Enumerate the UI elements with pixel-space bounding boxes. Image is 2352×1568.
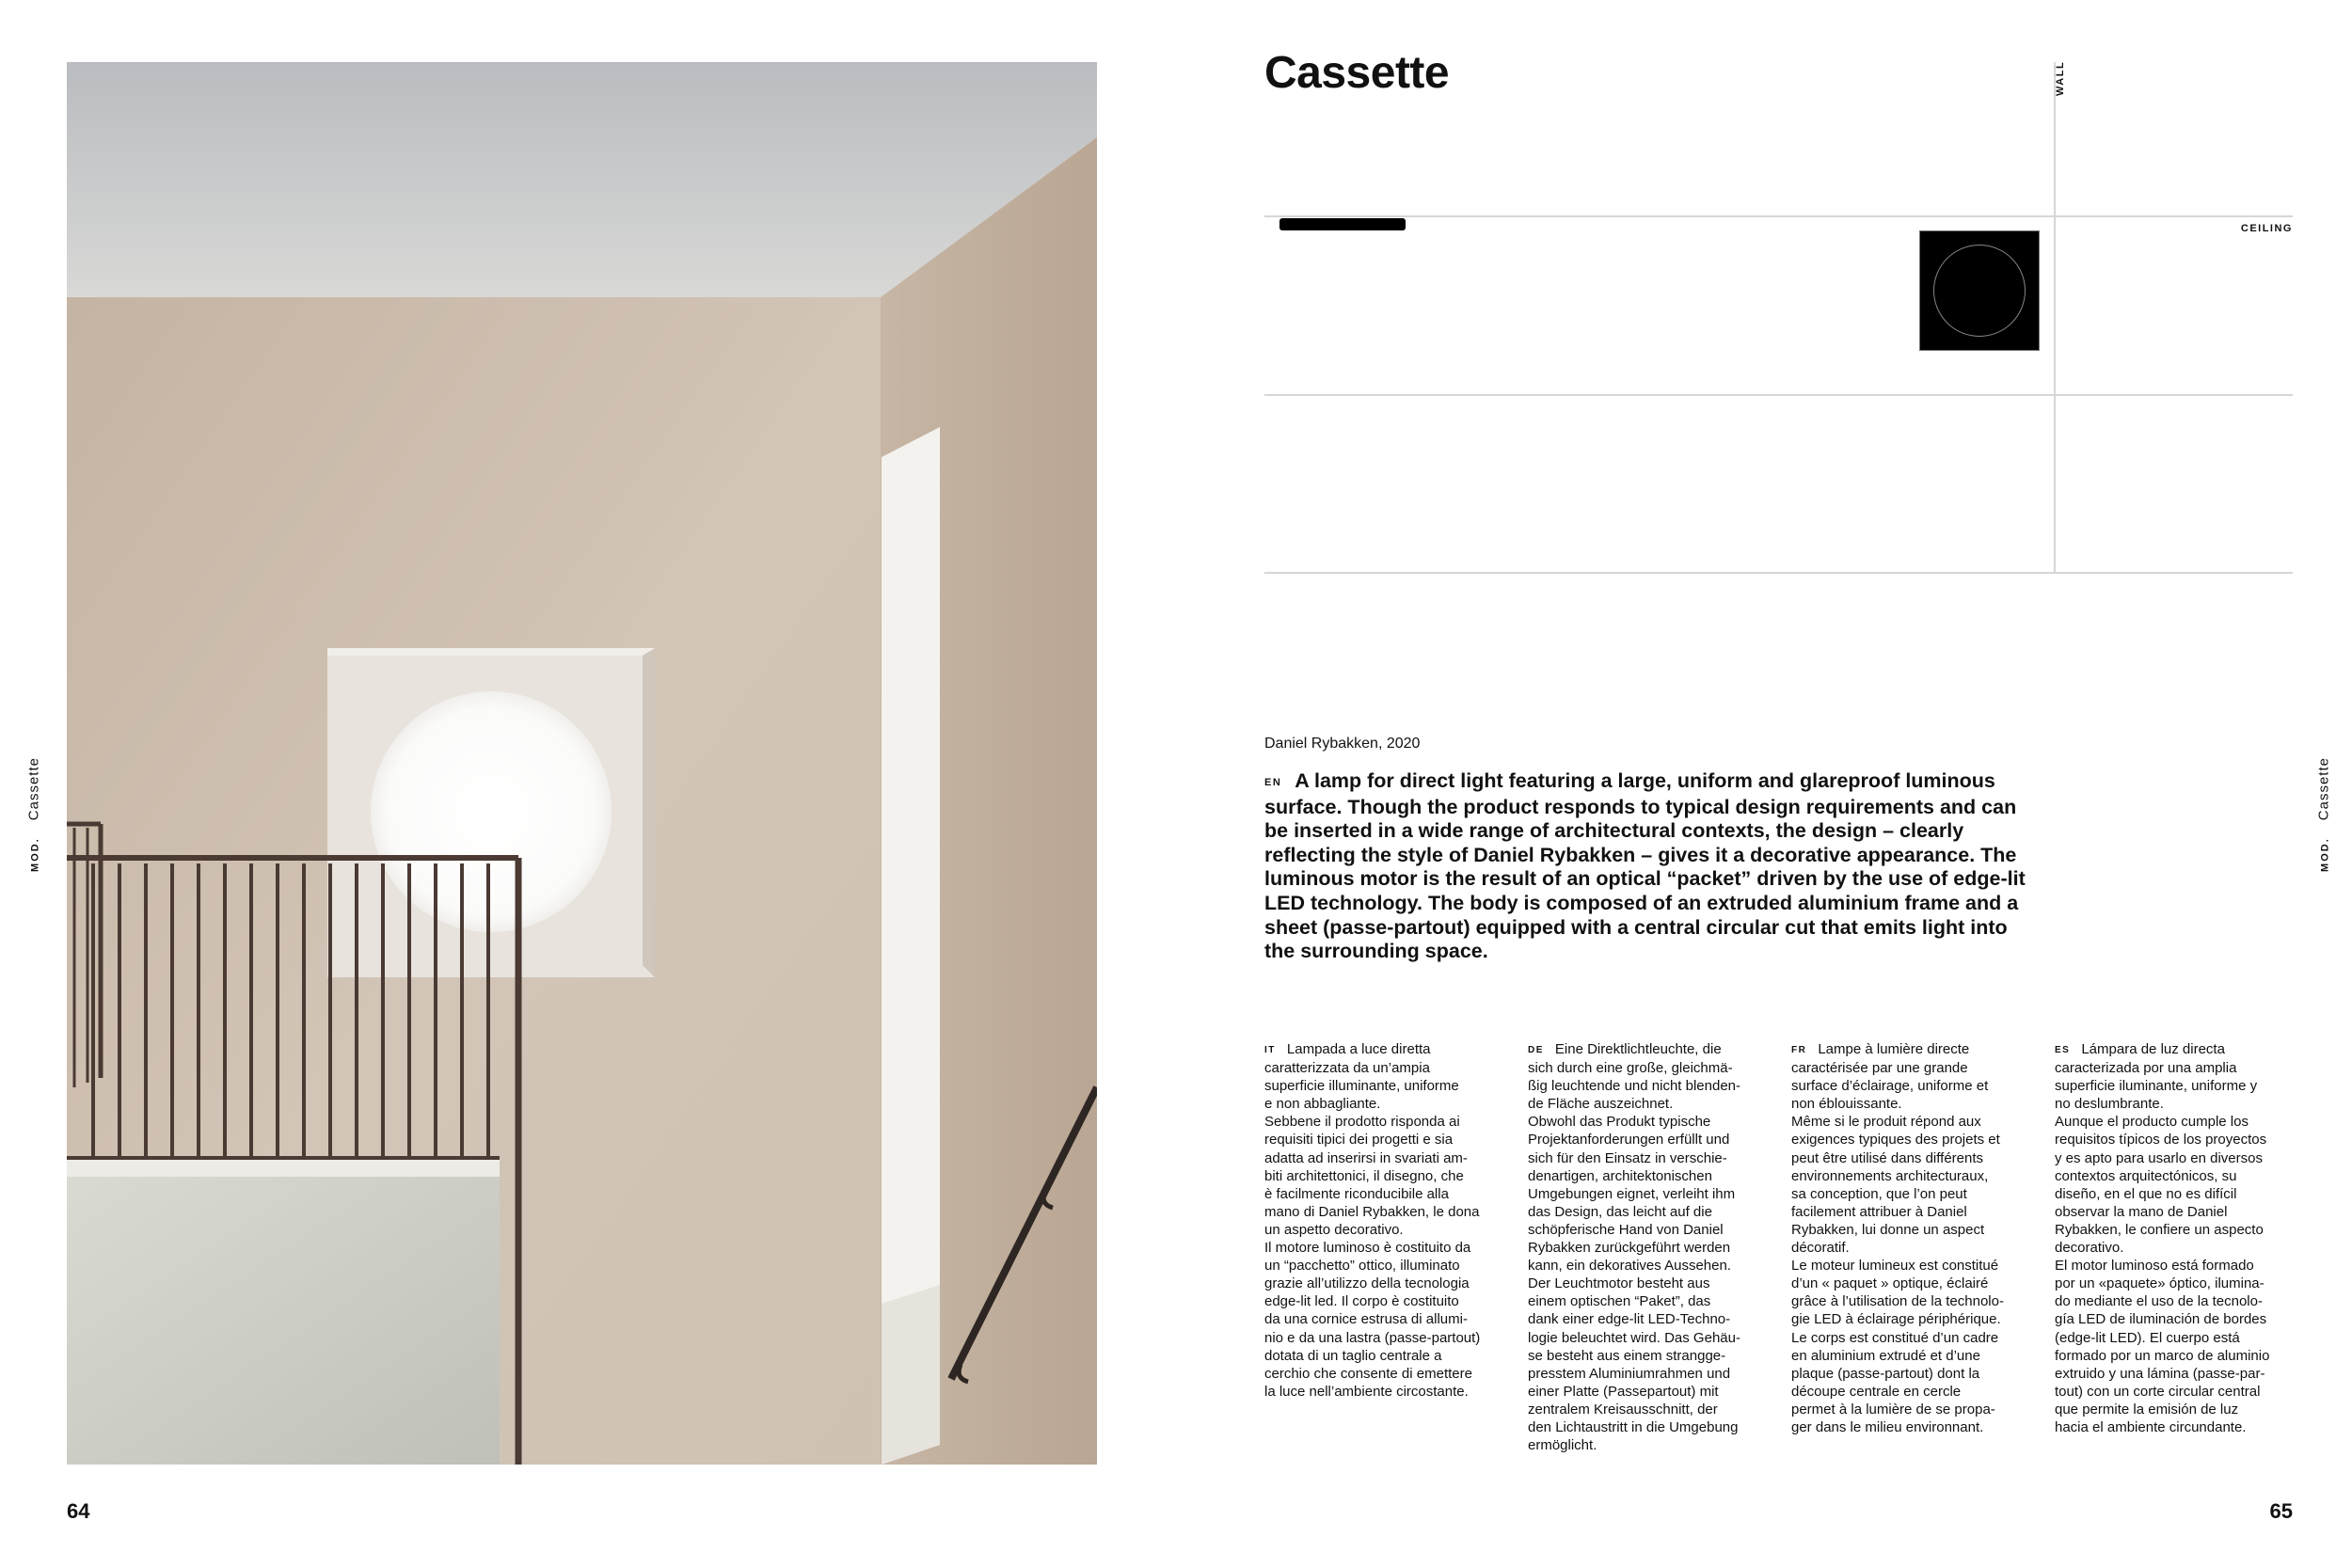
text-line: por un «paquete» óptico, ilumina- xyxy=(2055,1275,2265,1292)
text-line: logie beleuchtet wird. Das Gehäu- xyxy=(1528,1329,1740,1346)
text-line: contextos arquitectónicos, su xyxy=(2055,1167,2237,1184)
landing-floor xyxy=(67,1177,500,1465)
text-line: einer Platte (Passepartout) mit xyxy=(1528,1383,1719,1400)
description-it xyxy=(1264,1040,1504,1401)
text-line: la luce nell’ambiente circostante. xyxy=(1264,1383,1469,1400)
text-line: sich für den Einsatz in verschie- xyxy=(1528,1149,1727,1166)
side-label-right xyxy=(2316,757,2332,872)
text-line: formado por un marco de aluminio xyxy=(2055,1347,2270,1364)
text-line: Rybakken, lui donne un aspect xyxy=(1791,1221,1985,1238)
text-line: Projektanforderungen erfüllt und xyxy=(1528,1132,1730,1148)
text-line: cerchio che consente di emettere xyxy=(1264,1365,1472,1382)
text-line: Obwohl das Produkt typische xyxy=(1528,1114,1711,1131)
side-label-prefix: MOD. xyxy=(29,837,41,872)
text-line: se besteht aus einem strangge- xyxy=(1528,1347,1726,1364)
text-line: ger dans le milieu environnant. xyxy=(1791,1418,1984,1435)
text-line: facilement attribuer à Daniel xyxy=(1791,1203,1967,1220)
description-en-text: A lamp for direct light featuring a large, uniform and glareproof luminous surface. Though the product responds to typical design requirements and can be inserted in a wide range of architectural contexts, the design – clearly reflecting the style of Daniel Rybakken – gives it a decorative appearance. The luminous motor is the result of an optical “packet” driven by the use of edge-lit LED technology. The body is composed of an extruded aluminium frame and a sheet (passe-partout) equipped with a central circular cut that emits light into the surrounding space. xyxy=(1264,769,2026,963)
text-line: requisitos típicos de los proyectos xyxy=(2055,1132,2267,1148)
page-number-left: 64 xyxy=(67,1499,90,1523)
text-line: do mediante el uso de la tecnolo- xyxy=(2055,1293,2263,1310)
side-label-name: Cassette xyxy=(25,757,42,821)
text-line: plaque (passe-partout) dont la xyxy=(1791,1365,1980,1382)
tag-ceiling: CEILING xyxy=(2240,223,2293,234)
text-line: Lámpara de luz directa xyxy=(2081,1041,2225,1057)
side-label-prefix: MOD. xyxy=(2319,837,2331,872)
text-line: Der Leuchtmotor besteht aus xyxy=(1528,1275,1710,1292)
text-line: presstem Aluminiumrahmen und xyxy=(1528,1365,1731,1382)
text-line: El motor luminoso está formado xyxy=(2055,1258,2254,1275)
lang-code-de: DE xyxy=(1528,1045,1544,1055)
side-label-left xyxy=(26,757,42,872)
text-line: ßig leuchtende und nicht blenden- xyxy=(1528,1078,1740,1095)
text-line: permet à la lumière de se propa- xyxy=(1791,1401,1995,1418)
text-line: décoratif. xyxy=(1791,1240,1850,1257)
text-line: das Design, das leicht auf die xyxy=(1528,1203,1712,1220)
text-line: einem optischen “Paket”, das xyxy=(1528,1293,1711,1310)
text-line: biti architettonici, il disegno, che xyxy=(1264,1167,1464,1184)
text-line: dank einer edge-lit LED-Techno- xyxy=(1528,1311,1731,1328)
text-line: grazie all’utilizzo della tecnologia xyxy=(1264,1275,1470,1292)
text-line: observar la mano de Daniel xyxy=(2055,1203,2228,1220)
text-line: d’un « paquet » optique, éclairé xyxy=(1791,1275,1989,1292)
text-line: dotata di un taglio centrale a xyxy=(1264,1347,1442,1364)
text-line: exigences typiques des projets et xyxy=(1791,1132,2000,1148)
text-line: grâce à l’utilisation de la technolo- xyxy=(1791,1293,2004,1310)
text-line: sa conception, que l’on peut xyxy=(1791,1185,1967,1202)
text-line: hacia el ambiente circundante. xyxy=(2055,1418,2247,1435)
text-line: Eine Direktlichtleuchte, die xyxy=(1554,1041,1722,1057)
text-line: e non abbagliante. xyxy=(1264,1096,1381,1113)
lang-code-en: EN xyxy=(1264,777,1282,788)
text-line: superficie iluminante, uniforme y xyxy=(2055,1078,2258,1095)
text-line: tout) con un corte circular central xyxy=(2055,1383,2261,1400)
text-line: edge-lit led. Il corpo è costituito xyxy=(1264,1293,1459,1310)
lang-code-es: ES xyxy=(2055,1045,2071,1055)
text-line: no deslumbrante. xyxy=(2055,1096,2164,1113)
stairwell-photo xyxy=(67,62,1097,1465)
text-line: de Fläche auszeichnet. xyxy=(1528,1096,1674,1113)
text-line: caractérisée par une grande xyxy=(1791,1060,1968,1077)
text-line: caratterizzata da un’ampia xyxy=(1264,1060,1430,1077)
text-line: Umgebungen eignet, verleiht ihm xyxy=(1528,1185,1736,1202)
text-line: un aspetto decorativo. xyxy=(1264,1221,1404,1238)
text-line: diseño, en el que no es difícil xyxy=(2055,1185,2237,1202)
text-line: denartigen, architektonischen xyxy=(1528,1167,1712,1184)
page-number-right: 65 xyxy=(2269,1499,2293,1523)
text-line: Aunque el producto cumple los xyxy=(2055,1114,2249,1131)
text-line: gía LED de iluminación de bordes xyxy=(2055,1311,2267,1328)
text-line: caracterizada por una amplia xyxy=(2055,1060,2237,1077)
text-line: Sebbene il prodotto risponda ai xyxy=(1264,1114,1460,1131)
text-line: Lampe à lumière directe xyxy=(1818,1041,1970,1057)
text-line: Le corps est constitué d’un cadre xyxy=(1791,1329,1999,1346)
text-line: un “pacchetto” ottico, illuminato xyxy=(1264,1258,1460,1275)
text-line: extruido y una lámina (passe-par- xyxy=(2055,1365,2265,1382)
text-line: que permite la emisión de luz xyxy=(2055,1401,2239,1418)
side-label-name: Cassette xyxy=(2315,757,2332,821)
text-line: schöpferische Hand von Daniel xyxy=(1528,1221,1724,1238)
text-line: y es apto para usarlo en diversos xyxy=(2055,1149,2263,1166)
text-line: ermöglicht. xyxy=(1528,1437,1597,1454)
page-title: Cassette xyxy=(1264,48,1450,98)
text-line: (edge-lit LED). El cuerpo está xyxy=(2055,1329,2240,1346)
circle-icon xyxy=(1933,245,2026,337)
text-line: da una cornice estrusa di allumi- xyxy=(1264,1311,1468,1328)
lang-code-fr: FR xyxy=(1791,1045,1807,1055)
grid-divider-2 xyxy=(1264,394,2293,396)
text-line: peut être utilisé dans différents xyxy=(1791,1149,1984,1166)
description-de xyxy=(1528,1040,1768,1454)
redacted-label xyxy=(1279,218,1406,230)
text-line: den Lichtaustritt in die Umgebung xyxy=(1528,1418,1739,1435)
text-line: decorativo. xyxy=(2055,1240,2124,1257)
grid-divider-1 xyxy=(1264,215,2293,217)
text-line: Rybakken zurückgeführt werden xyxy=(1528,1240,1731,1257)
text-line: environnements architecturaux, xyxy=(1791,1167,1989,1184)
text-line: zentralem Kreisausschnitt, der xyxy=(1528,1401,1718,1418)
text-line: Rybakken, le confiere un aspecto xyxy=(2055,1221,2264,1238)
text-line: Même si le produit répond aux xyxy=(1791,1114,1981,1131)
text-line: découpe centrale en cercle xyxy=(1791,1383,1962,1400)
description-fr xyxy=(1791,1040,2031,1436)
text-line: gie LED à éclairage périphérique. xyxy=(1791,1311,2001,1328)
text-line: nio e da una lastra (passe-partout) xyxy=(1264,1329,1481,1346)
text-line: mano di Daniel Rybakken, le dona xyxy=(1264,1203,1480,1220)
text-line: kann, ein dekoratives Aussehen. xyxy=(1528,1258,1731,1275)
product-icon-ceiling xyxy=(1919,230,2040,351)
lang-code-it: IT xyxy=(1264,1045,1276,1055)
text-line: en aluminium extrudé et d’une xyxy=(1791,1347,1980,1364)
text-line: Lampada a luce diretta xyxy=(1286,1041,1431,1057)
designer-credit: Daniel Rybakken, 2020 xyxy=(1264,736,1421,752)
text-line: adatta ad inserirsi in svariati am- xyxy=(1264,1149,1468,1166)
tag-wall: WALL xyxy=(2055,60,2066,96)
grid-divider-3 xyxy=(1264,572,2293,574)
text-line: non éblouissante. xyxy=(1791,1096,1902,1113)
text-line: è facilmente riconducibile alla xyxy=(1264,1185,1449,1202)
text-line: sich durch eine große, gleichmä- xyxy=(1528,1060,1733,1077)
description-es xyxy=(2055,1040,2295,1436)
text-line: superficie illuminante, uniforme xyxy=(1264,1078,1459,1095)
grid-divider-vertical xyxy=(2054,62,2056,574)
text-line: requisiti tipici dei progetti e sia xyxy=(1264,1132,1454,1148)
text-line: surface d’éclairage, uniforme et xyxy=(1791,1078,1989,1095)
text-line: Il motore luminoso è costituito da xyxy=(1264,1240,1471,1257)
description-en xyxy=(1264,769,2036,964)
text-line: Le moteur lumineux est constitué xyxy=(1791,1258,1999,1275)
lamp-light-disc xyxy=(371,691,612,932)
